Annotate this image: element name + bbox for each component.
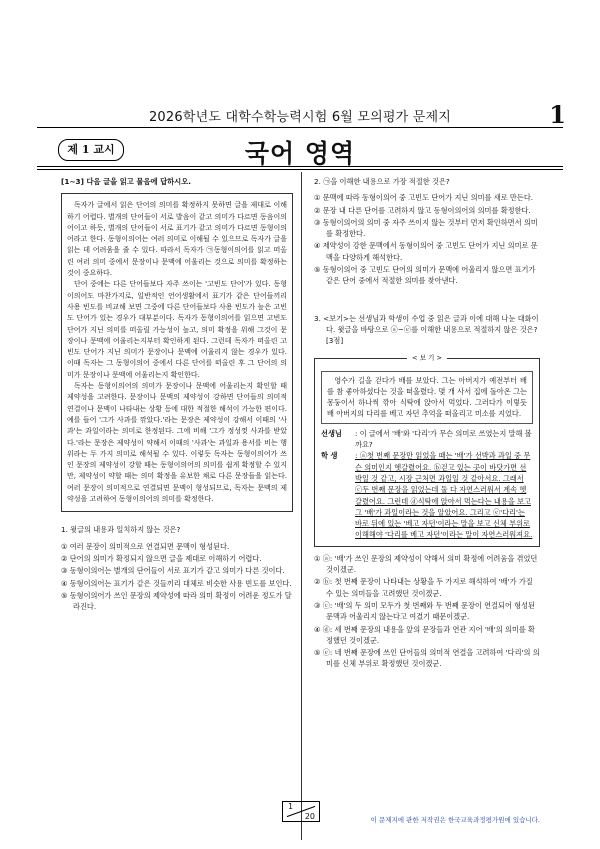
bogi-story: 영수가 길을 걷다가 배를 보았다. 그는 아버지가 예전부터 배를 참 좋아하셨다는 것을 떠올렸다. 몇 개 사서 집에 돌아온 그는 몽둥이서 하나씩 깎아 식탁에 앉아서 먹었다. 그러다가 이렇듯 배 아버지의 다리를 베고 자던 추억을 떠올리고 미소를 지었다. [321,371,533,424]
page-number: 1 [549,100,566,129]
session-badge: 제 1 교시 [58,139,124,161]
answer-option[interactable]: ① 여러 문장이 의미적으로 연결되면 문맥이 형성된다. [61,541,230,551]
subject-title: 국어 영역 [244,139,356,168]
question-stem: 3. <보기>는 선생님과 학생이 수업 중 읽은 글과 이에 대해 나눈 대화이다. 윗글을 바탕으로 ⓐ~ⓔ를 이해한 내용으로 적절하지 않은 것은? [3점] [314,313,539,346]
answer-option[interactable]: ⑤ ⓔ: 네 번째 문장에 쓰인 단어들의 의미적 연결을 고려하여 '다리'의 의미를 신체 부위로 확정했던 것이겠군. [314,648,540,669]
answer-option[interactable]: ① 문맥에 따라 동형이의어 중 고빈도 단어가 지닌 의미를 새로 만든다. [314,193,534,203]
answer-option[interactable]: ④ 제약성이 강한 문맥에서 동형이의어 중 고빈도 단어가 지닌 의미로 문맥을 다양하게 해석한다. [314,241,538,262]
answer-option[interactable]: ② 문장 내 다른 단어를 고려하지 않고 동형이의어의 의미를 확정한다. [314,205,531,215]
answer-option[interactable]: ⑤ 동형이의어 중 고빈도 단어의 의미가 문맥에 어울리지 않으면 표기가 같은 단어 중에서 적절한 의미를 찾아낸다. [314,265,536,286]
passage-paragraph: 독자가 글에서 읽은 단어의 의미를 확정하지 못하면 글을 제대로 이해하기 어렵다. 별개의 단어들이 서로 발음이 같고 의미가 다르면 동음이의어이고 하듯, 별개의 단어들이 서로 표기가 같고 의미가 다르면 동형이의어라고 한다. 동형이의어는 여러 의미로 이해될 수 있으므로 독자가 글을 읽는 데 어려움을 줄 수 있다. 따라서 독자가 ㉠동형이의어를 읽고 떠올린 여러 의미 중에서 문장이나 문맥에 어울리는 것으로 의미를 확정하는 것이 중요하다. [67,201,287,278]
speaker-text: : 이 글에서 '배'와 '다리'가 무슨 의미로 쓰였는지 말해 볼까요? [355,428,532,450]
exam-title: 2026학년도 대학수학능력시험 6월 모의평가 문제지 [148,110,452,125]
page-counter [282,801,320,822]
dialogue [321,428,533,541]
passage-paragraph: 단어 중에는 다른 단어들보다 자주 쓰이는 '고빈도 단어'가 있다. 동형이의어도 마찬가지로, 일반적인 언어생활에서 표기가 같은 단어들끼리 사용 빈도를 비교해 보면 그중에 다른 단어들보다 사용 빈도가 높은 고빈도 단어가 있는 경우가 대부분이다. 독자가 동형이의어를 읽으면 고빈도 단어가 지닌 의미를 떠올릴 가능성이 높고, 의미 확정을 위해 그것이 문장이나 문맥에 어울리는지부터 확인하게 된다. 그런데 독자가 떠올린 고빈도 단어가 지닌 의미가 문장이나 문맥에 어울리지 않는 경우가 있다. 이때 독자는 그 동형이의어 중에서 다른 단어를 떠올린 후 그 단어의 의미가 문장이나 문맥에 어울리는지 확인한다. [67,280,287,379]
answer-option[interactable]: ③ 동형이의어의 의미 중 자주 쓰이지 않는 것부터 먼저 확인하면서 의미를 확정한다. [314,217,538,239]
page-num: 1 [288,802,294,811]
question-2 [314,176,540,287]
answer-option[interactable]: ② 단어의 의미가 확정되지 않으면 글을 제대로 이해하기 어렵다. [61,553,262,563]
answer-option[interactable]: ② ⓑ: 첫 번째 문장이 나타내는 상황을 두 가지로 해석하여 '배'가 가질 수 있는 의미들을 고려했던 것이겠군. [314,577,533,598]
answer-option[interactable]: ⑤ 동형이의어가 쓰인 문장의 제약성에 따라 의미 확정이 어려운 정도가 달라진다. [61,590,292,612]
teacher-line [321,428,533,451]
page-total: 20 [304,812,315,821]
right-column [314,176,540,671]
passage-paragraph: 독자는 동형이의어의 의미가 문장이나 문맥에 어울리는지 확인할 때 제약성을 고려한다. 문장이나 문맥의 제약성이 강하면 단어들의 의미적 연결이나 문맥이 나타내는 상황 등에 대한 적절한 해석이 가능한 편이다. 예를 들어 '그가 사과를 깎았다.'라는 문장은 제약성이 강해서 이때의 '사과'는 과일이라는 의미로 한정된다. 그에 비해 '그가 정성껏 사과를 받았다.'라는 문장은 제약성이 약해서 이때의 '사과'는 과일과 용서를 비는 행위라는 두 가지 의미로 해석될 수 있다. 이렇듯 독자는 동형이의어가 쓰인 문장의 제약성이 강할 때는 동형이의어의 의미를 쉽게 확정할 수 있지만, 제약성이 약할 때는 의미 확정을 유보한 채로 다른 문장들을 읽는다. 여러 문장이 의미적으로 연결되면 문맥이 형성되므로, 독자는 문맥의 제약성을 고려하여 동형이의어의 의미를 확정한다. [67,382,287,504]
question-1 [61,524,293,612]
answer-option[interactable]: ③ 동형이의어는 별개의 단어들이 서로 표기가 같고 의미가 다른 것이다. [61,566,285,576]
column-divider [301,172,302,840]
bogi-label: < 보 기 > [407,353,447,364]
bogi-box [314,353,540,547]
speaker-text: : ⓐ첫 번째 문장만 읽었을 때는 '배'가 선박과 과일 중 무슨 의미인지 헷갈렸어요. ⓑ걷고 있는 곳이 바닷가면 선박일 것 같고, 시장 근처면 과일일 것 같아서요. 그래서 ⓒ두 번째 문장을 읽었는데 둘 다 자연스러워서 계속 헷갈렸어요. 그런데 ⓓ식탁에 앉아서 먹는다는 내용을 보고 그 '배'가 과일이라는 것을 알았어요. 그리고 ⓔ'다리'는 바로 뒤에 있는 '베고 자던'이라는 말을 보고 신체 부위로 이해해야 '다리를 베고 자던'이라는 말이 자연스러워져요. [355,451,533,540]
reading-passage [61,193,293,512]
question-stem: 2. ㉠을 이해한 내용으로 가장 적절한 것은? [314,177,450,186]
question-stem: 1. 윗글의 내용과 일치하지 않는 것은? [61,525,181,535]
speaker-label: 학 생 [321,451,338,461]
left-column [61,176,293,613]
header-rule [37,127,563,128]
student-line [321,450,533,540]
answer-option[interactable]: ④ 동형이의어는 표기가 같은 것들끼리 대체로 비슷한 사용 빈도를 보인다. [61,578,292,588]
answer-option[interactable]: ④ ⓓ: 세 번째 문장의 내용을 앞의 문장들과 연관 지어 '배'의 의미를 확정했던 것이겠군. [314,624,536,645]
question-3 [314,313,540,670]
subject-rule-thin [37,169,563,170]
instruction: [1~3] 다음 글을 읽고 물음에 답하시오. [61,177,192,186]
copyright-notice: 이 문제지에 관한 저작권은 한국교육과정평가원에 있습니다. [370,816,540,824]
speaker-label: 선생님 [321,428,342,438]
answer-option[interactable]: ③ ⓒ: '배'의 두 의미 모두가 첫 번째와 두 번째 문장이 연결되어 형성된 문맥과 어울리지 않는다고 여겼기 때문이겠군. [314,600,536,622]
answer-option[interactable]: ① ⓐ: '배'가 쓰인 문장의 제약성이 약해서 의미 확정에 어려움을 겪었던 것이겠군. [314,553,538,575]
subject-rule [37,166,563,167]
